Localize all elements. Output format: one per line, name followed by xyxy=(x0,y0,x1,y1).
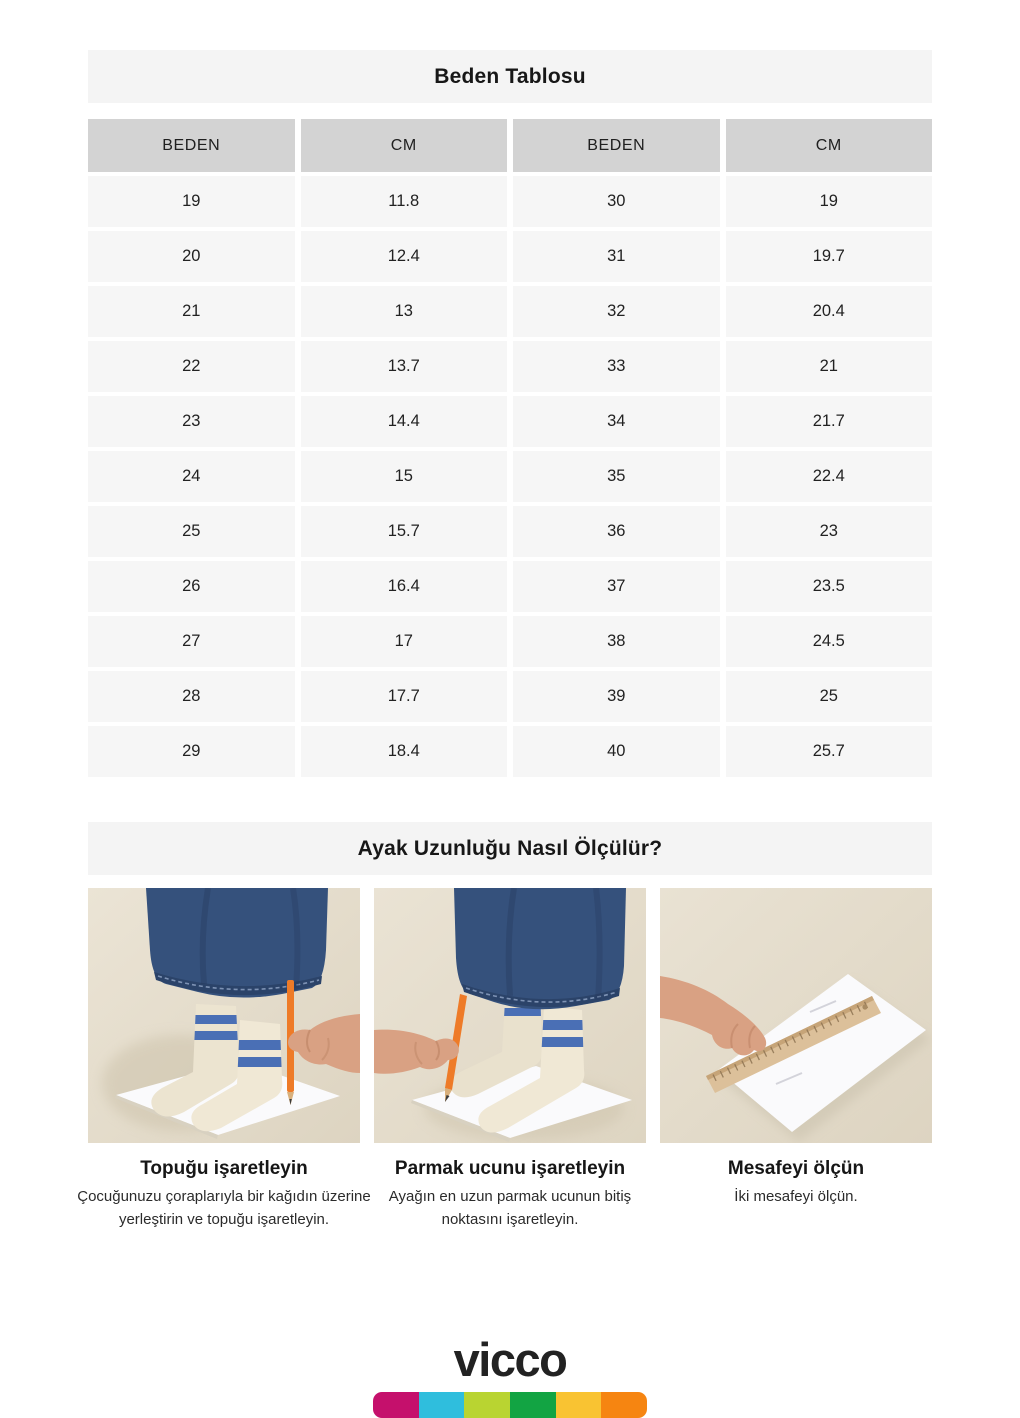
size-table-cell: 31 xyxy=(513,231,720,282)
size-table-row xyxy=(88,451,932,502)
size-table-cell: 34 xyxy=(513,396,720,447)
measure-section-title-bar xyxy=(88,822,932,875)
size-table-cell: 36 xyxy=(513,506,720,557)
step-mark-heel xyxy=(77,888,371,1231)
size-table-cell: 23.5 xyxy=(726,561,933,612)
size-table-cell: 15 xyxy=(301,451,508,502)
size-table-cell: 25 xyxy=(88,506,295,557)
brand-color-bar xyxy=(373,1392,647,1418)
size-table-cell: 40 xyxy=(513,726,720,777)
size-table-cell: 17 xyxy=(301,616,508,667)
size-table-cell: 15.7 xyxy=(301,506,508,557)
size-table-row xyxy=(88,561,932,612)
mark-toe-photo xyxy=(374,888,646,1143)
mark-heel-photo xyxy=(88,888,360,1143)
size-table-row xyxy=(88,231,932,282)
step-title: Topuğu işaretleyin xyxy=(140,1158,308,1179)
size-table-column-header: CM xyxy=(301,119,508,172)
size-table-cell: 30 xyxy=(513,176,720,227)
size-table-cell: 38 xyxy=(513,616,720,667)
size-table-row xyxy=(88,671,932,722)
size-table-cell: 25.7 xyxy=(726,726,933,777)
size-table-row xyxy=(88,726,932,777)
size-table-cell: 23 xyxy=(88,396,295,447)
size-table-cell: 37 xyxy=(513,561,720,612)
size-table-cell: 22.4 xyxy=(726,451,933,502)
size-table-row xyxy=(88,286,932,337)
size-table-cell: 21 xyxy=(88,286,295,337)
size-table-row xyxy=(88,341,932,392)
size-table-row xyxy=(88,616,932,667)
step-title: Parmak ucunu işaretleyin xyxy=(394,1158,626,1179)
size-table-body xyxy=(88,176,932,777)
size-table-cell: 27 xyxy=(88,616,295,667)
brand-logo: vicco xyxy=(453,1333,567,1386)
size-table-cell: 39 xyxy=(513,671,720,722)
size-table-cell: 35 xyxy=(513,451,720,502)
size-table-cell: 17.7 xyxy=(301,671,508,722)
size-table-cell: 32 xyxy=(513,286,720,337)
size-table-cell: 14.4 xyxy=(301,396,508,447)
size-table-row xyxy=(88,396,932,447)
size-table-cell: 20.4 xyxy=(726,286,933,337)
brand-color-segment xyxy=(419,1392,465,1418)
measure-steps xyxy=(77,888,932,1231)
step-title: Mesafeyi ölçün xyxy=(727,1158,865,1179)
size-table-cell: 24.5 xyxy=(726,616,933,667)
size-table-row xyxy=(88,176,932,227)
size-table-cell: 13.7 xyxy=(301,341,508,392)
step-description: Çocuğunuzu çoraplarıyla bir kağıdın üzerine yerleştirin ve topuğu işaretleyin. xyxy=(77,1188,371,1228)
brand-color-segment xyxy=(373,1392,419,1418)
measure-section-title: Ayak Uzunluğu Nasıl Ölçülür? xyxy=(357,836,663,860)
size-table-cell: 20 xyxy=(88,231,295,282)
size-table-cell: 22 xyxy=(88,341,295,392)
size-table-cell: 33 xyxy=(513,341,720,392)
brand-color-segment xyxy=(601,1392,647,1418)
size-table-title-bar xyxy=(88,50,932,103)
brand-color-segment xyxy=(510,1392,556,1418)
brand-color-segment xyxy=(464,1392,510,1418)
size-table-cell: 19.7 xyxy=(726,231,933,282)
size-table-cell: 21 xyxy=(726,341,933,392)
size-table-cell: 23 xyxy=(726,506,933,557)
size-table-cell: 19 xyxy=(88,176,295,227)
size-table-cell: 13 xyxy=(301,286,508,337)
measure-distance-photo xyxy=(660,888,932,1143)
size-table-cell: 11.8 xyxy=(301,176,508,227)
step-description: İki mesafeyi ölçün. xyxy=(734,1188,858,1205)
size-table-column-header: BEDEN xyxy=(88,119,295,172)
size-table-cell: 28 xyxy=(88,671,295,722)
size-table-title: Beden Tablosu xyxy=(434,64,586,88)
size-table-cell: 19 xyxy=(726,176,933,227)
brand-color-segment xyxy=(556,1392,602,1418)
size-table-cell: 25 xyxy=(726,671,933,722)
size-table-cell: 29 xyxy=(88,726,295,777)
size-table-cell: 21.7 xyxy=(726,396,933,447)
step-description: Ayağın en uzun parmak ucunun bitiş noktasını işaretleyin. xyxy=(388,1188,632,1228)
step-mark-toe xyxy=(374,888,646,1231)
size-table-column-header: CM xyxy=(726,119,933,172)
size-table-cell: 18.4 xyxy=(301,726,508,777)
size-table-column-header: BEDEN xyxy=(513,119,720,172)
size-table-cell: 24 xyxy=(88,451,295,502)
size-table-cell: 26 xyxy=(88,561,295,612)
size-table-cell: 12.4 xyxy=(301,231,508,282)
size-chart-page xyxy=(0,50,1020,1410)
step-measure-distance xyxy=(660,888,932,1231)
size-table xyxy=(88,119,932,777)
size-table-header-row xyxy=(88,119,932,172)
size-table-row xyxy=(88,506,932,557)
size-table-cell: 16.4 xyxy=(301,561,508,612)
